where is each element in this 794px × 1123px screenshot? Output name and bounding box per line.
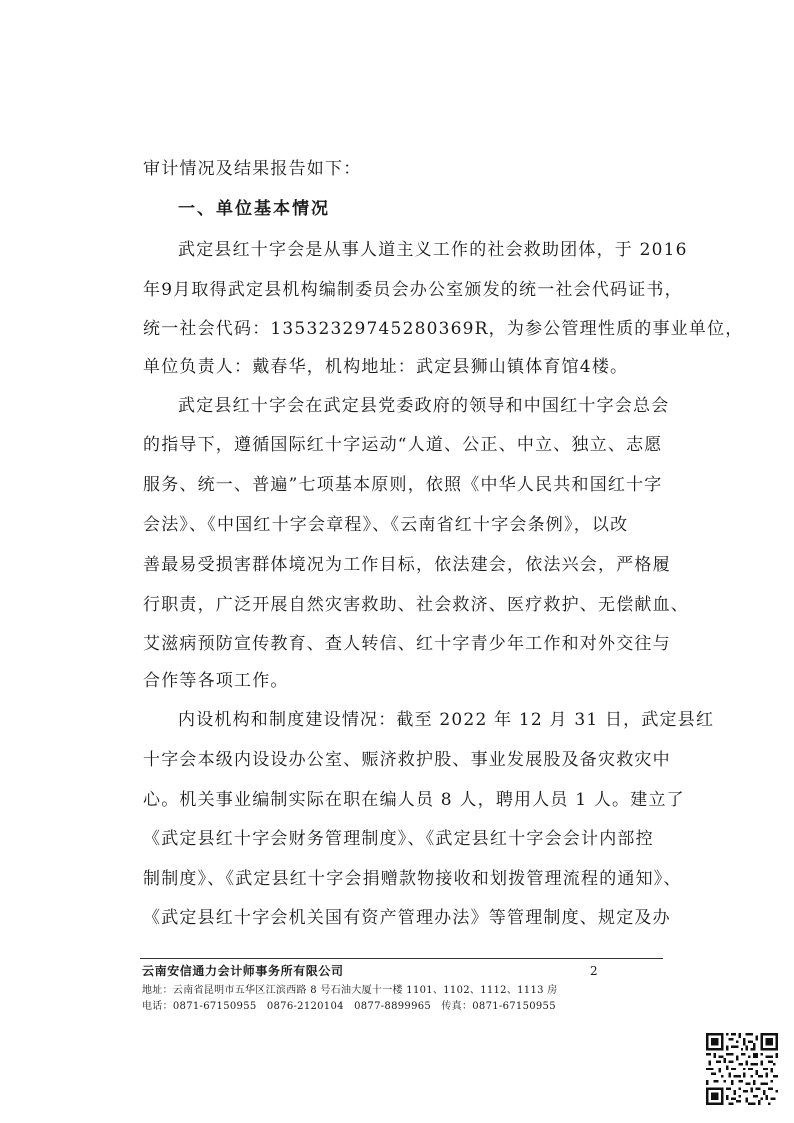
paragraph-line: 会法》、《中国红十字会章程》、《云南省红十字会条例》，以改 [143,515,629,535]
paragraph-line: 合作等各项工作。 [143,671,289,691]
paragraph-line: 制制度》、《武定县红十字会捐赠款物接收和划拨管理流程的通知》、 [143,869,682,889]
paragraph-line: 《武定县红十字会财务管理制度》、《武定县红十字会会计内部控 [143,829,654,849]
qr-code-icon [706,1033,778,1105]
footer-phone: 电话：0871-67150955 0876-2120104 0877-8899965 传真：0871-67150955 [142,1001,556,1012]
paragraph-line: 武定县红十字会是从事人道主义工作的社会救助团体，于 2016 [178,240,688,260]
section-heading: 一、单位基本情况 [178,199,330,219]
paragraph-line: 统一社会代码：13532329745280369R，为参公管理性质的事业单位， [143,319,744,339]
paragraph-line: 武定县红十字会在武定县党委政府的领导和中国红十字会总会 [178,396,670,416]
paragraph-line: 善最易受损害群体境况为工作目标，依法建会，依法兴会，严格履 [143,555,671,575]
paragraph-line: 的指导下，遵循国际红十字运动“人道、公正、中立、独立、志愿 [143,435,663,455]
paragraph-line: 内设机构和制度建设情况：截至 2022 年 12 月 31 日，武定县红 [178,710,715,730]
paragraph-line: 心。机关事业编制实际在职在编人员 8 人，聘用人员 1 人。建立了 [143,790,685,810]
footer-address: 地址：云南省昆明市五华区江滨西路 8 号石油大厦十一楼 1101、1102、1112、1113 房 [142,985,558,996]
page-number: 2 [590,964,598,978]
footer-company-name: 云南安信通力会计师事务所有限公司 [142,964,344,978]
paragraph-line: 《武定县红十字会机关国有资产管理办法》等管理制度、规定及办 [143,908,671,928]
paragraph-line: 单位负责人：戴春华，机构地址：武定县狮山镇体育馆4楼。 [143,357,629,377]
footer-divider [140,958,663,959]
paragraph-line: 十字会本级内设设办公室、赈济救护股、事业发展股及备灾救灾中 [143,750,671,770]
paragraph-line: 服务、统一、普遍”七项基本原则，依照《中华人民共和国红十字 [143,475,663,495]
paragraph-line: 年9月取得武定县机构编制委员会办公室颁发的统一社会代码证书， [143,280,683,300]
paragraph-line: 艾滋病预防宣传教育、查人转信、红十字青少年工作和对外交往与 [143,634,671,654]
intro-line: 审计情况及结果报告如下： [143,159,362,179]
paragraph-line: 行职责，广泛开展自然灾害救助、社会救济、医疗救护、无偿献血、 [143,595,689,615]
